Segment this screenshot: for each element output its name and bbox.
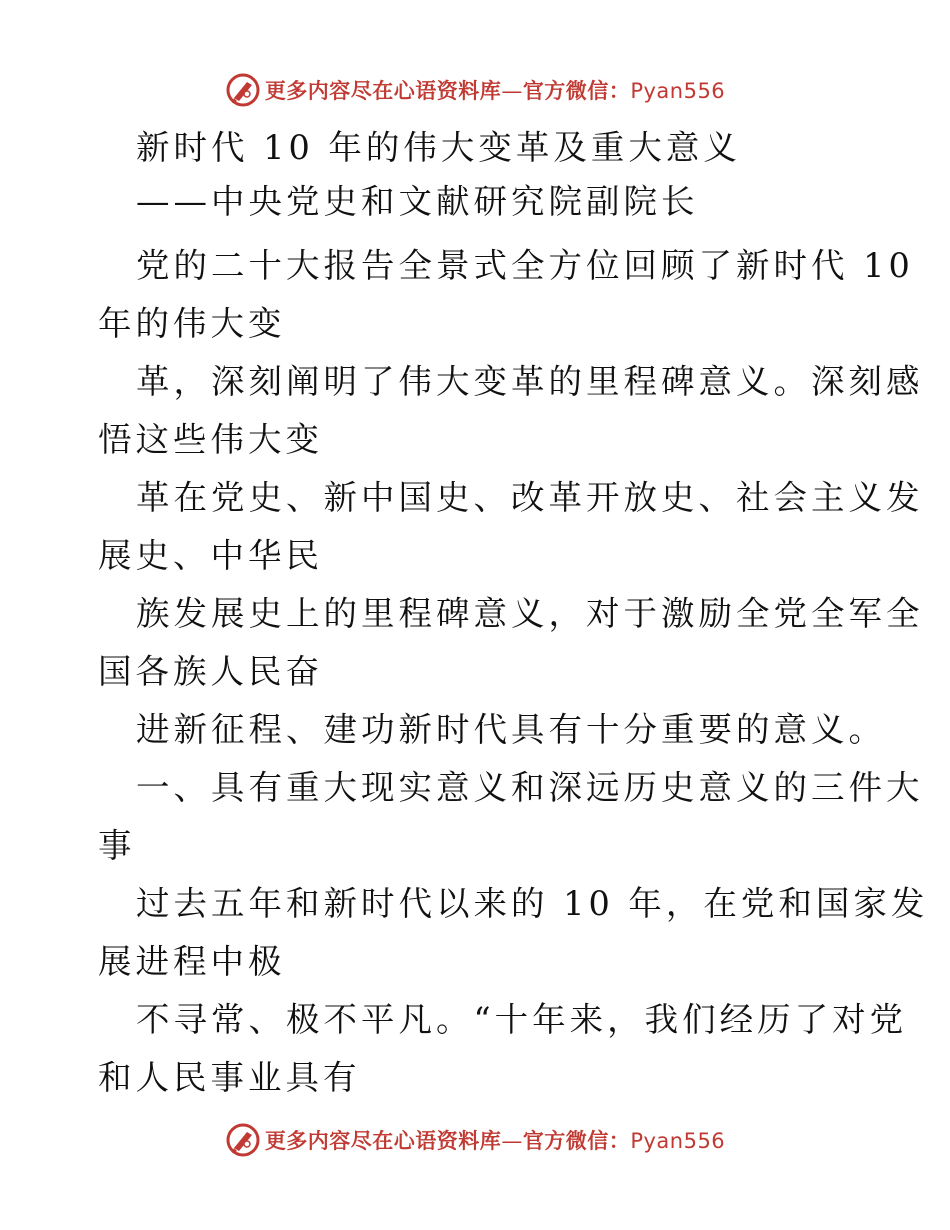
watermark-dash: — bbox=[501, 79, 523, 103]
watermark-title: 更多内容尽在心语资料库 bbox=[264, 1129, 502, 1153]
body-line: 悟这些伟大变 bbox=[98, 420, 323, 459]
watermark-account: Pyan556 bbox=[630, 79, 726, 103]
footer-watermark bbox=[0, 1118, 950, 1162]
body-line: 不寻常、极不平凡。“十年来，我们经历了对党 bbox=[136, 1000, 908, 1039]
watermark-label: 官方微信： bbox=[522, 1129, 631, 1153]
section-heading-cont: 事 bbox=[98, 826, 136, 865]
body-line: 展进程中极 bbox=[98, 942, 286, 981]
body-line: 过去五年和新时代以来的 10 年，在党和国家发 bbox=[136, 884, 929, 923]
watermark-label: 官方微信： bbox=[522, 79, 631, 103]
document-title: 新时代 10 年的伟大变革及重大意义 bbox=[136, 128, 741, 167]
watermark-dash: — bbox=[501, 1129, 523, 1153]
body-line: 革在党史、新中国史、改革开放史、社会主义发 bbox=[136, 478, 924, 517]
header-watermark bbox=[0, 68, 950, 112]
watermark-logo-icon bbox=[225, 72, 261, 108]
body-line: 党的二十大报告全景式全方位回顾了新时代 10 bbox=[136, 246, 914, 285]
body-line: 展史、中华民 bbox=[98, 536, 323, 575]
body-line: 和人民事业具有 bbox=[98, 1058, 361, 1097]
body-line: 族发展史上的里程碑意义，对于激励全党全军全 bbox=[136, 594, 924, 633]
body-line: 进新征程、建功新时代具有十分重要的意义。 bbox=[136, 710, 886, 749]
watermark-title: 更多内容尽在心语资料库 bbox=[264, 79, 502, 103]
body-line: 国各族人民奋 bbox=[98, 652, 323, 691]
watermark-account: Pyan556 bbox=[630, 1129, 726, 1153]
section-heading: 一、具有重大现实意义和深远历史意义的三件大 bbox=[136, 768, 924, 807]
body-line: 年的伟大变 bbox=[98, 304, 286, 343]
document-subtitle: ——中央党史和文献研究院副院长 bbox=[136, 182, 699, 221]
watermark-logo-icon bbox=[225, 1122, 261, 1158]
body-line: 革，深刻阐明了伟大变革的里程碑意义。深刻感 bbox=[136, 362, 924, 401]
